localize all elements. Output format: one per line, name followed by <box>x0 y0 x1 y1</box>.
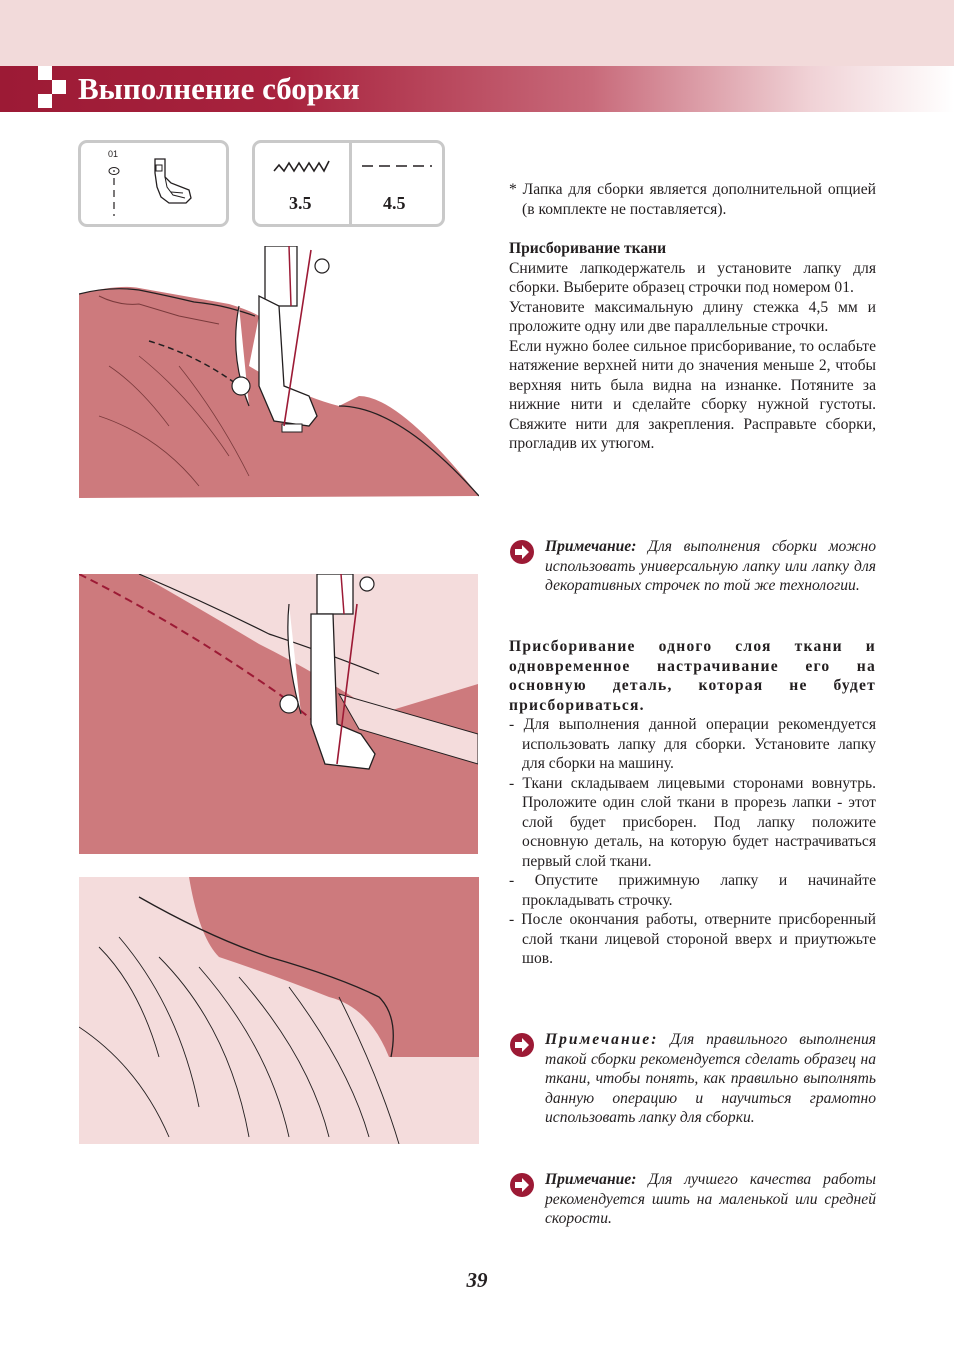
list-item: - Ткани складываем лицевыми сторонами вовнутрь. Проложите один слой ткани в прорезь лапки - этот слой будет присборен. Под лапку положите основную деталь, на которую будет настрачиваться первый слой ткани. <box>509 774 876 870</box>
stitch-length-value: 4.5 <box>383 193 406 213</box>
section-heading: Присборивание ткани <box>509 240 667 257</box>
title-decor-square <box>38 94 52 108</box>
note-arrow-icon <box>509 1032 535 1058</box>
pattern-number: 01 <box>108 149 119 159</box>
section-attach-gather <box>509 637 876 969</box>
note-text: Для лучшего качества работы рекомендуется шить на маленькой или средней скорости. <box>545 1171 876 1227</box>
gathering-illustration-2 <box>79 574 478 854</box>
stitch-width-value: 3.5 <box>289 193 312 213</box>
section-gathering <box>509 239 876 454</box>
title-decor-square <box>38 66 52 80</box>
note-arrow-icon <box>509 1172 535 1198</box>
note-arrow-icon <box>509 539 535 565</box>
page-title: Выполнение сборки <box>78 71 360 106</box>
zigzag-stitch-icon <box>273 157 333 177</box>
stitch-settings-box <box>252 140 445 227</box>
section-heading: Присборивание одного слоя ткани и одновременное настрачивание его на основную деталь, которая не будет присбориваться. <box>509 638 876 714</box>
note-1 <box>545 537 876 596</box>
box-divider <box>349 143 352 224</box>
note-label: Примечание: <box>545 1171 637 1188</box>
straight-stitch-icon <box>362 157 432 177</box>
presser-foot-icon <box>81 143 226 224</box>
note-label: Примечание: <box>545 1031 659 1048</box>
gathering-illustration-3 <box>79 877 479 1144</box>
note-3 <box>545 1170 876 1229</box>
note-label: Примечание: <box>545 538 637 555</box>
gathering-illustration-1 <box>79 246 479 498</box>
intro-text: * Лапка для сборки является дополнительной опцией (в комплекте не поставляется). <box>509 181 876 218</box>
note-2 <box>545 1030 876 1128</box>
list-item: - Для выполнения данной операции рекомендуется использовать лапку для сборки. Установите лапку для сборки на машину. <box>509 716 876 772</box>
list-item: - Опустите прижимную лапку и начинайте прокладывать строчку. <box>509 872 876 909</box>
paragraph: Установите максимальную длину стежка 4,5 мм и проложите одну или две параллельные строчки. <box>509 298 876 335</box>
paragraph: Если нужно более сильное присборивание, то ослабьте натяжение верхней нити до значения меньше 2, чтобы верхняя нить была видна на изнанке. Потяните за нижние нити и сделайте сборку нужной густоты. Свяжите нити для закрепления. Расправьте сборки, прогладив их утюгом. <box>509 337 876 452</box>
note-text: Для выполнения сборки можно использовать универсальную лапку или лапку для декоративных строчек по той же технологии. <box>545 538 876 594</box>
list-item: - После окончания работы, отверните присборенный слой ткани лицевой стороной вверх и приутюжьте шов. <box>509 911 876 967</box>
title-decor-square <box>52 80 66 94</box>
presser-foot-box <box>78 140 229 227</box>
page-number: 39 <box>466 1268 488 1292</box>
top-band <box>0 0 954 66</box>
paragraph: Снимите лапкодержатель и установите лапку для сборки. Выберите образец строчки под номером 01. <box>509 259 876 296</box>
note-text: Для правильного выполнения такой сборки рекомендуется сделать образец на ткани, чтобы понять, как правильно выполнять данную операцию и научиться грамотно использовать лапку для сборки. <box>545 1031 876 1126</box>
